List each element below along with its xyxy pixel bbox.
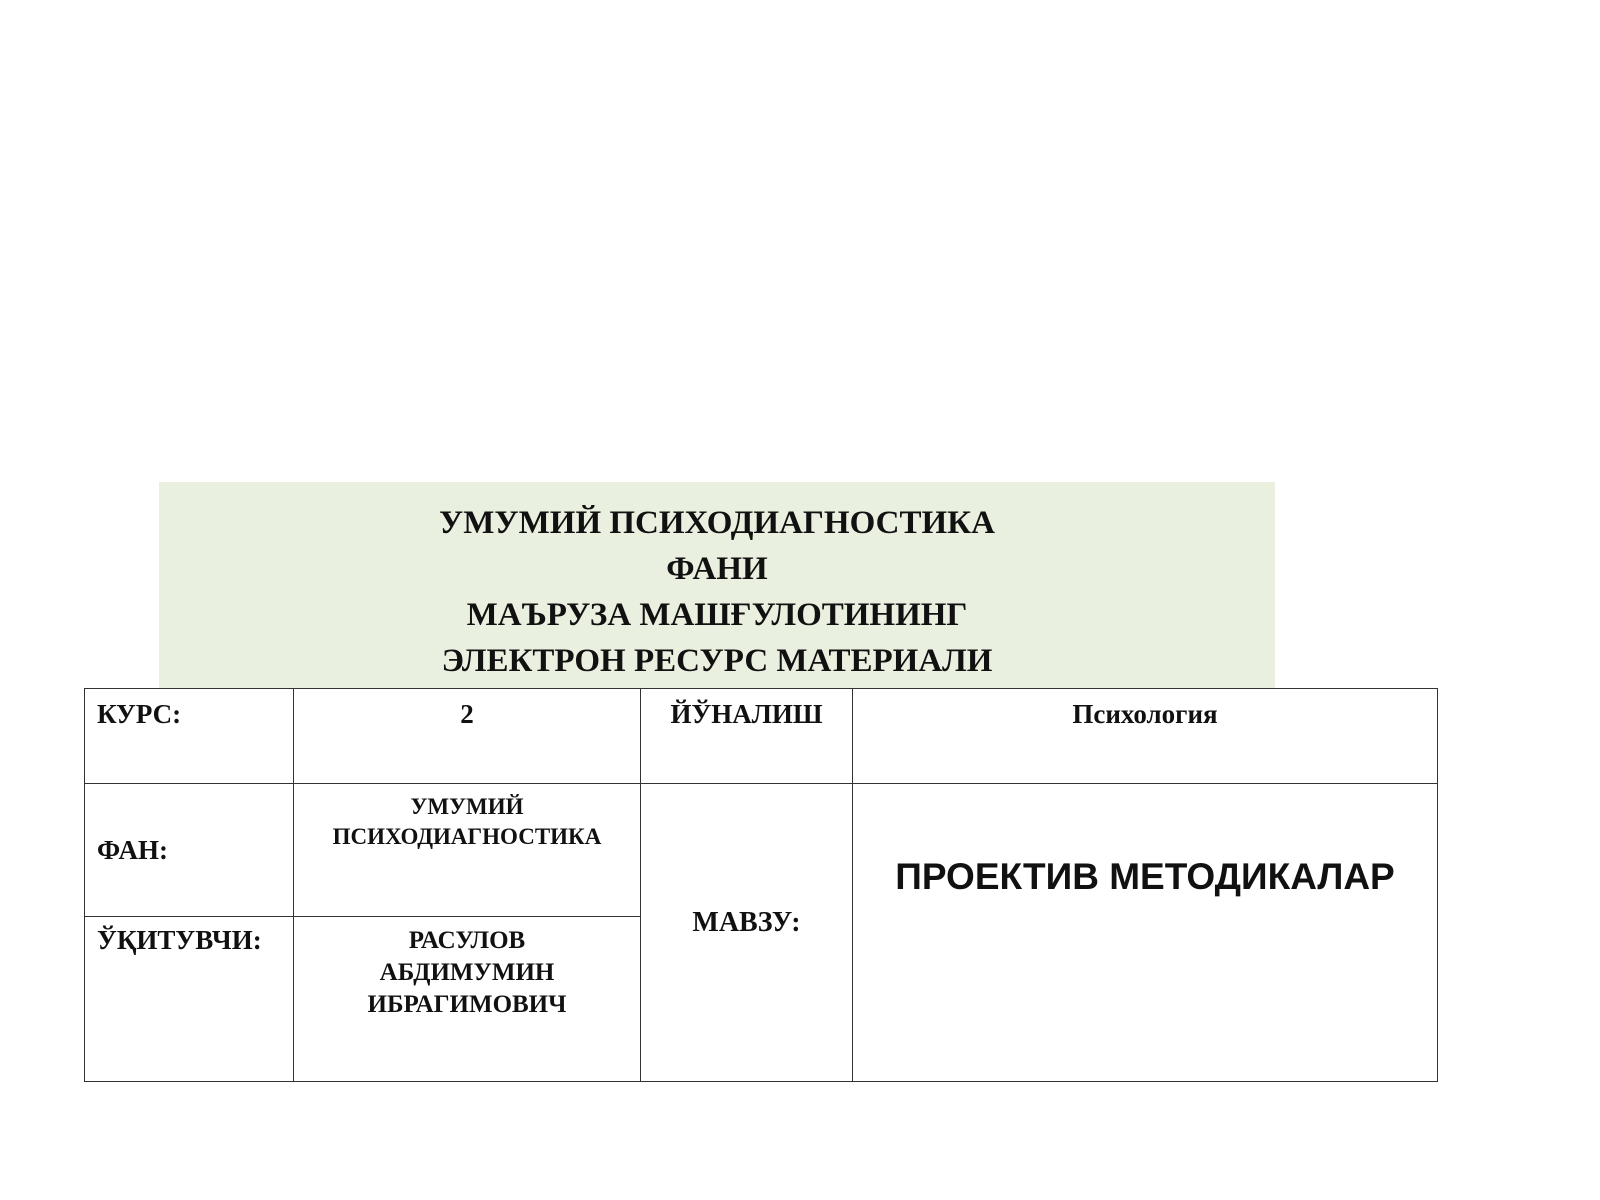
topic-value: ПРОЕКТИВ МЕТОДИКАЛАР (853, 784, 1438, 1082)
title-line-4: ЭЛЕКТРОН РЕСУРС МАТЕРИАЛИ (441, 643, 993, 679)
subject-value-line-1: УМУМИЙ (410, 794, 524, 819)
title-block (159, 482, 1275, 688)
subject-value (294, 784, 641, 917)
title-line-1: УМУМИЙ ПСИХОДИАГНОСТИКА (439, 505, 995, 541)
course-label: КУРС: (85, 689, 294, 784)
direction-value: Психология (853, 689, 1438, 784)
teacher-value (294, 917, 641, 1082)
teacher-value-line-3: ИБРАГИМОВИЧ (367, 991, 567, 1018)
teacher-label: ЎҚИТУВЧИ: (85, 917, 294, 1082)
info-table (84, 688, 1438, 1082)
subject-value-line-2: ПСИХОДИАГНОСТИКА (332, 824, 602, 849)
course-value: 2 (294, 689, 641, 784)
title-line-2: ФАНИ (666, 551, 768, 587)
direction-label: ЙЎНАЛИШ (641, 689, 853, 784)
table-row-course (85, 689, 1438, 784)
table-row-subject (85, 784, 1438, 917)
subject-label: ФАН: (85, 784, 294, 917)
topic-label: МАВЗУ: (641, 784, 853, 1082)
title-line-3: МАЪРУЗА МАШҒУЛОТИНИНГ (466, 597, 968, 633)
teacher-value-line-1: РАСУЛОВ (408, 927, 526, 954)
teacher-value-line-2: АБДИМУМИН (379, 959, 555, 986)
